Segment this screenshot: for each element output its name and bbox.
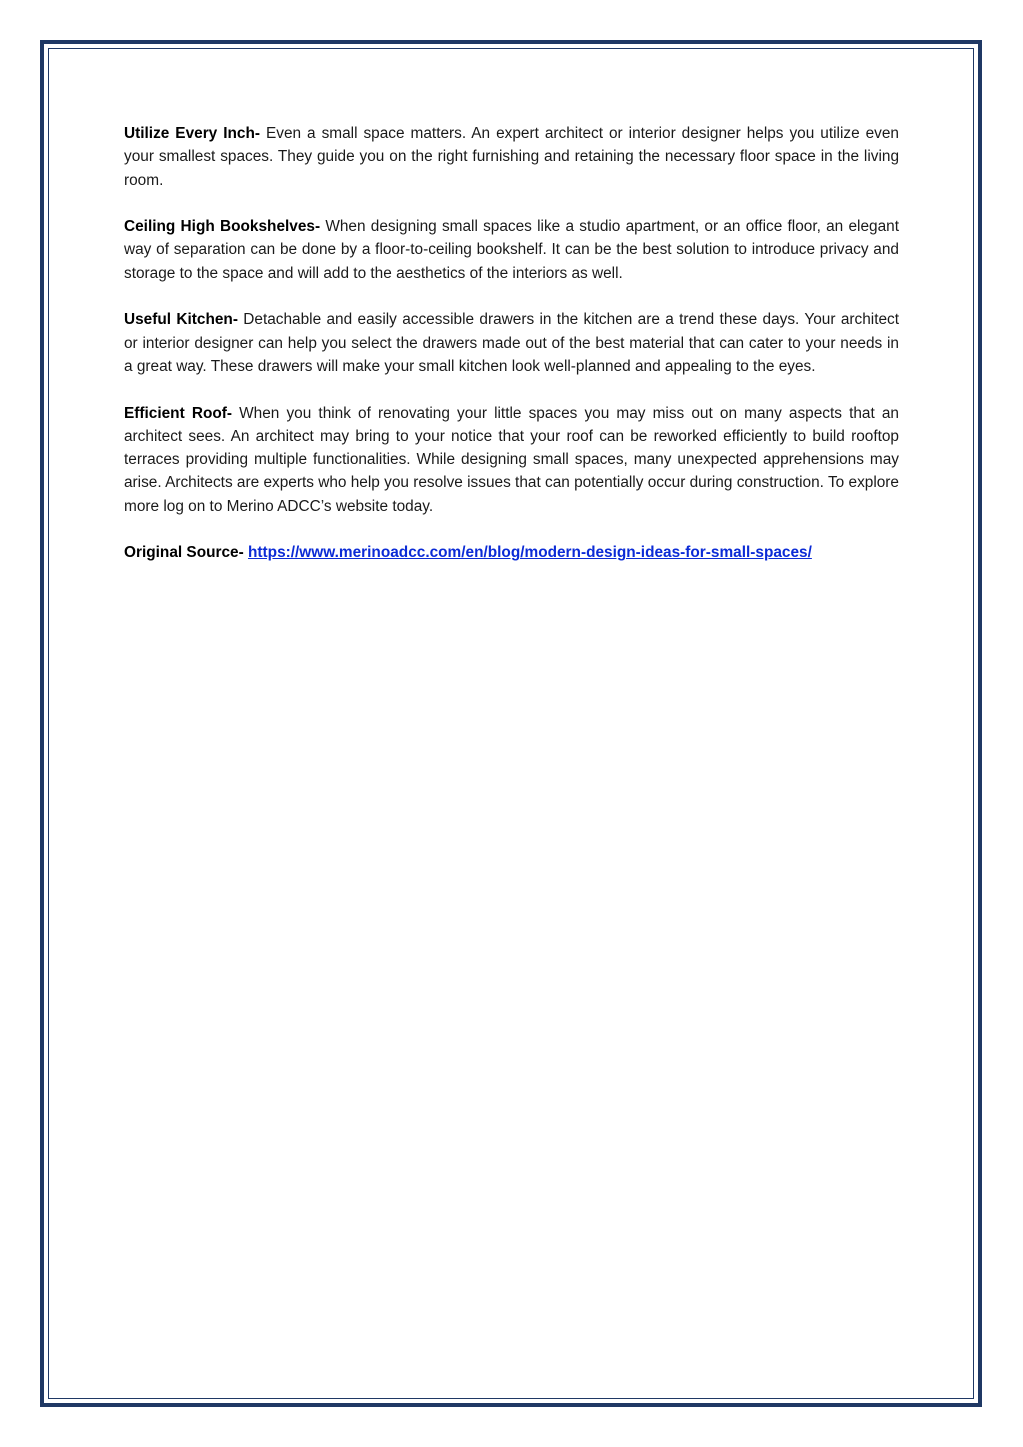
paragraph-text: When designing small spaces like a studio apartment, or an office floor, an elegant way of separation can be done by a floor-to-ceiling bookshelf. It can be the best solution to introduce privacy and storage to the space and will add to the aesthetics of the interiors as well. — [124, 218, 899, 282]
paragraph-lead: Ceiling High Bookshelves- — [124, 218, 321, 236]
paragraph-useful-kitchen — [124, 308, 899, 378]
paragraph-lead: Efficient Roof- — [124, 404, 233, 422]
paragraph-lead: Useful Kitchen- — [124, 311, 238, 329]
paragraph-text: Even a small space matters. An expert architect or interior designer helps you utilize even your smallest spaces. They guide you on the right furnishing and retaining the necessary floor space in the living room. — [124, 125, 899, 189]
paragraph-efficient-roof — [124, 402, 899, 518]
paragraph-lead: Utilize Every Inch- — [124, 125, 260, 142]
source-link[interactable]: https://www.merinoadcc.com/en/blog/modern-design-ideas-for-small-spaces/ — [248, 544, 812, 562]
source-line — [124, 541, 899, 564]
paragraph-text: Detachable and easily accessible drawers in the kitchen are a trend these days. Your architect or interior designer can help you select the drawers made out of the best material that can cater to your needs in a great way. These drawers will make your small kitchen look well-planned and appealing to the eyes. — [124, 311, 900, 375]
paragraph-ceiling-high-bookshelves — [124, 215, 899, 285]
source-label: Original Source- — [124, 544, 244, 562]
paragraph-text: When you think of renovating your little spaces you may miss out on many aspects that an architect sees. An architect may bring to your notice that your roof can be reworked efficiently to build rooftop terraces providing multiple functionalities. While designing small spaces, many unexpected apprehensions may arise. Architects are experts who help you resolve issues that can potentially occur during construction. To explore more log on to Merino ADCC’s website today. — [124, 404, 899, 515]
paragraph-utilize-every-inch — [124, 122, 899, 192]
document-body — [124, 122, 899, 588]
